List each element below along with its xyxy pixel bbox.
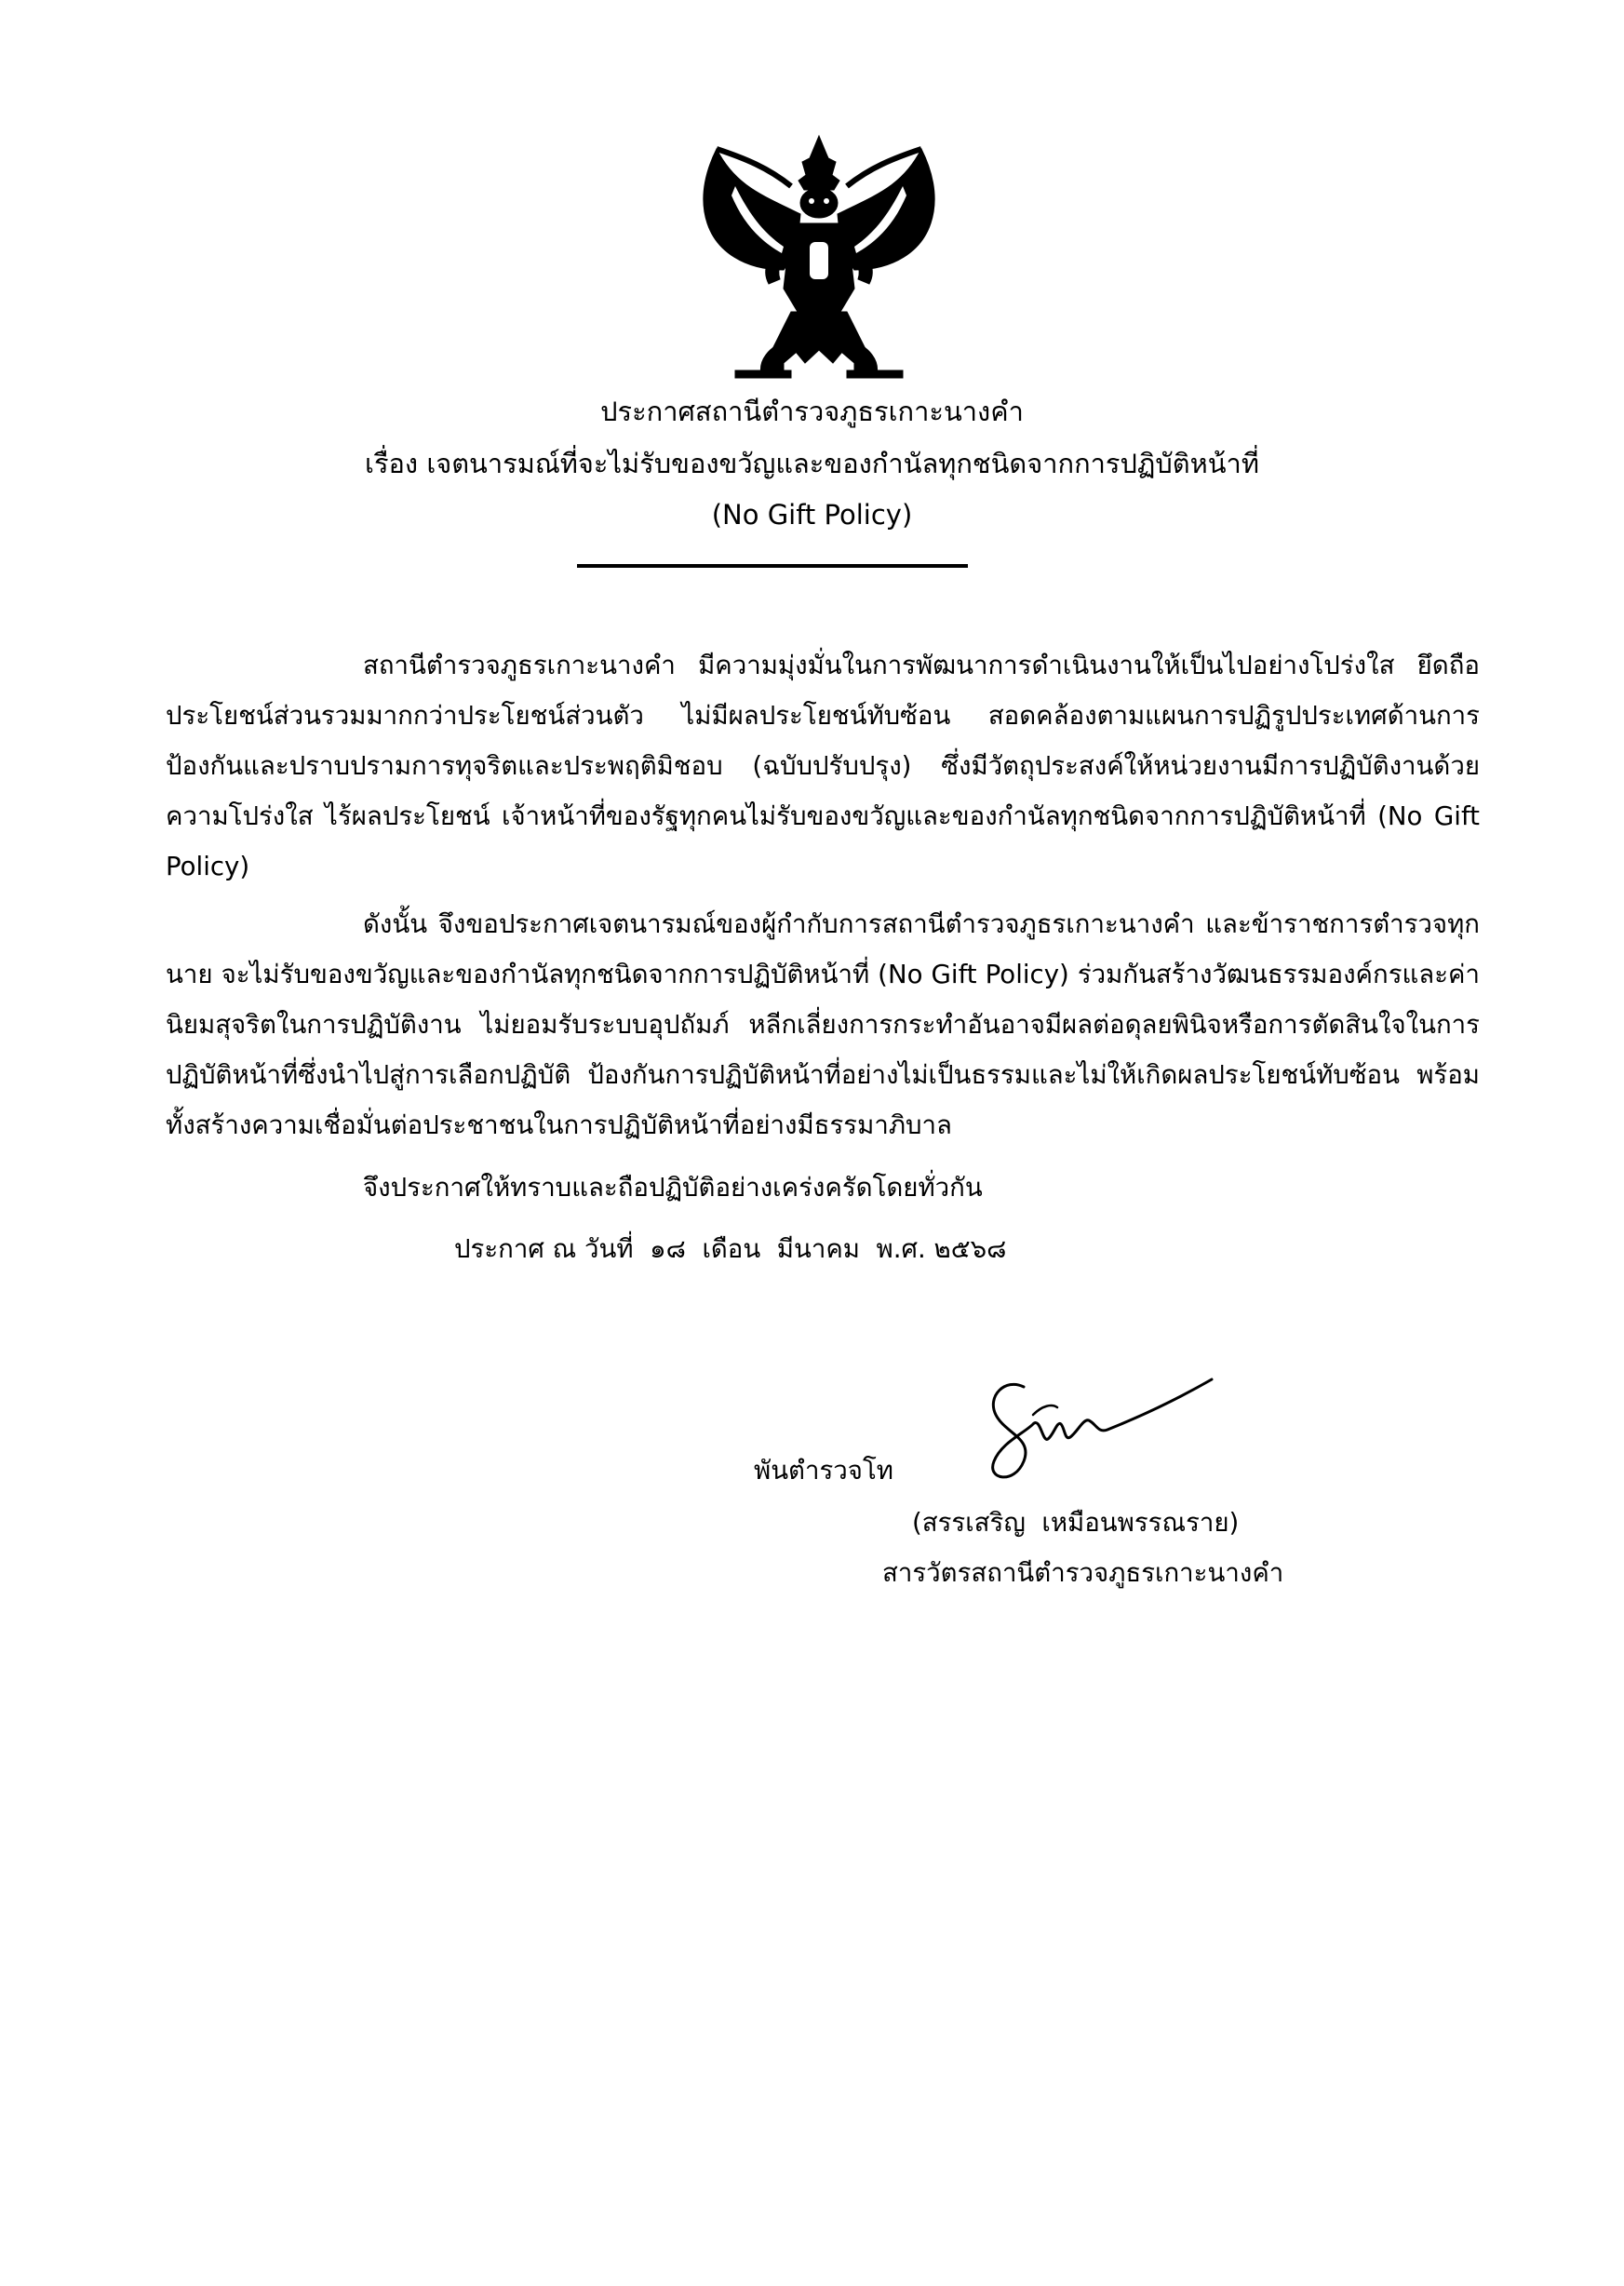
body-paragraph-1: สถานีตำรวจภูธรเกาะนางคำ มีความมุ่งมั่นในการพัฒนาการดำเนินงานให้เป็นไปอย่างโปร่งใส ยึดถือประโยชน์ส่วนรวมมากกว่าประโยชน์ส่วนตัว ไม่มีผลประโยชน์ทับซ้อน สอดคล้องตามแผนการปฏิรูปประเทศด้านการป้องกันและปราบปรามการทุจริตและประพฤติมิชอบ (ฉบับปรับปรุง) ซึ่งมีวัตถุประสงค์ให้หน่วยงานมีการปฏิบัติงานด้วยความโปร่งใส ไร้ผลประโยชน์ เจ้าหน้าที่ของรัฐทุกคนไม่รับของขวัญและของกำนัลทุกชนิดจากการปฏิบัติหน้าที่ (No Gift Policy) — [166, 650, 1480, 881]
garuda-emblem-icon — [679, 130, 959, 391]
signer-rank: พันตำรวจโท — [754, 1455, 893, 1486]
body-paragraph-2: ดังนั้น จึงขอประกาศเจตนารมณ์ของผู้กำกับการสถานีตำรวจภูธรเกาะนางคำ และข้าราชการตำรวจทุกนาย จะไม่รับของขวัญและของกำนัลทุกชนิดจากการปฏิบัติหน้าที่ (No Gift Policy) ร่วมกันสร้างวัฒนธรรมองค์กรและค่านิยมสุจริตในการปฏิบัติงาน ไม่ยอมรับระบบอุปถัมภ์ หลีกเลี่ยงการกระทำอันอาจมีผลต่อดุลยพินิจหรือการตัดสินใจในการปฏิบัติหน้าที่ซึ่งนำไปสู่การเลือกปฏิบัติ ป้องกันการปฏิบัติหน้าที่อย่างไม่เป็นธรรมและไม่ให้เกิดผลประโยชน์ทับซ้อน พร้อมทั้งสร้างความเชื่อมั่นต่อประชาชนในการปฏิบัติหน้าที่อย่างมีธรรมาภิบาล — [166, 908, 1480, 1140]
handwritten-signature — [968, 1368, 1228, 1508]
title-divider — [577, 564, 968, 568]
signer-position: สารวัตรสถานีตำรวจภูธรเกาะนางคำ — [882, 1557, 1284, 1588]
closing-statement: จึงประกาศให้ทราบและถือปฏิบัติอย่างเคร่งครัดโดยทั่วกัน — [363, 1172, 983, 1203]
announcement-subject: เรื่อง เจตนารมณ์ที่จะไม่รับของขวัญและของกำนัลทุกชนิดจากการปฏิบัติหน้าที่ — [365, 448, 1259, 479]
signer-name: (สรรเสริญ เหมือนพรรณราย) — [912, 1507, 1240, 1538]
announcement-title: ประกาศสถานีตำรวจภูธรเกาะนางคำ — [600, 396, 1024, 427]
announcement-subtitle: (No Gift Policy) — [711, 499, 913, 531]
announcement-date: ประกาศ ณ วันที่ ๑๘ เดือน มีนาคม พ.ศ. ๒๕๖๘ — [454, 1233, 1007, 1264]
